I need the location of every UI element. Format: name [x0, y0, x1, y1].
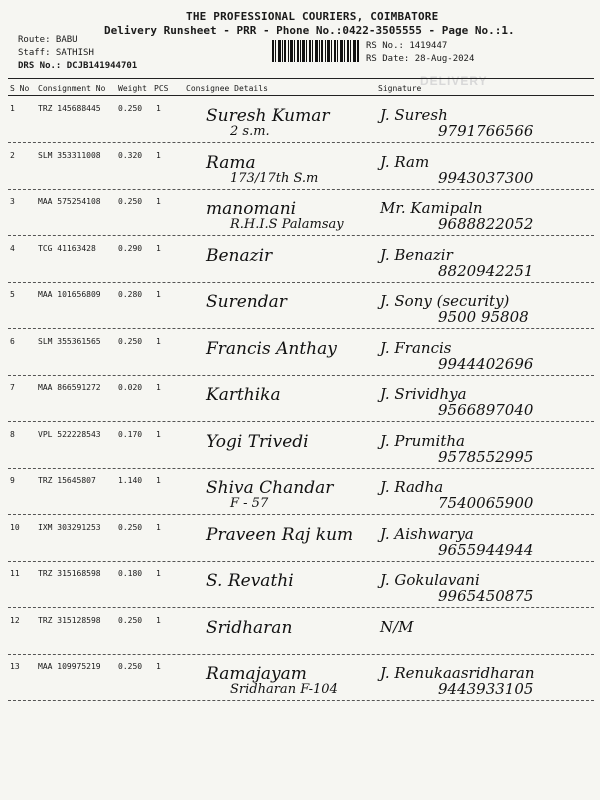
- row-consignee: Yogi Trivedi: [206, 432, 309, 452]
- row-phone: 9944402696: [438, 355, 534, 373]
- row-consignment: IXM 303291253: [38, 523, 101, 532]
- row-sno: 2: [10, 151, 15, 160]
- row-signature: J. Francis: [380, 339, 452, 357]
- row-divider: [8, 328, 594, 329]
- row-consignee-extra: 2 s.m.: [230, 124, 270, 139]
- row-sno: 4: [10, 244, 15, 253]
- row-signature: Mr. Kamipaln: [380, 199, 483, 217]
- row-consignment: TCG 41163428: [38, 244, 96, 253]
- row-sno: 9: [10, 476, 15, 485]
- row-consignee: Suresh Kumar: [206, 106, 330, 126]
- row-phone: 9791766566: [438, 122, 534, 140]
- row-signature: J. Benazir: [380, 246, 453, 264]
- row-consignee: Surendar: [206, 292, 287, 312]
- row-pcs: 1: [156, 290, 161, 299]
- row-consignee: Francis Anthay: [206, 339, 337, 359]
- row-phone: 8820942251: [438, 262, 534, 280]
- row-phone: 9500 95808: [438, 308, 529, 326]
- row-pcs: 1: [156, 662, 161, 671]
- row-signature: J. Suresh: [380, 106, 448, 124]
- row-divider: [8, 514, 594, 515]
- row-pcs: 1: [156, 151, 161, 160]
- row-consignment: VPL 522228543: [38, 430, 101, 439]
- row-phone: 9566897040: [438, 401, 534, 419]
- row-signature: J. Sony (security): [380, 292, 510, 310]
- row-sno: 5: [10, 290, 15, 299]
- row-weight: 0.250: [118, 616, 143, 625]
- row-divider: [8, 189, 594, 190]
- header-rule-top: [8, 78, 594, 79]
- row-sno: 3: [10, 197, 15, 206]
- row-divider: [8, 142, 594, 143]
- row-phone: 9943037300: [438, 169, 534, 187]
- row-weight: 1.140: [118, 476, 143, 485]
- row-sno: 10: [10, 523, 20, 532]
- row-signature: J. Gokulavani: [380, 571, 480, 589]
- watermark-text: DELIVERY: [420, 74, 488, 88]
- col-sno: S No: [10, 84, 30, 93]
- row-sno: 7: [10, 383, 15, 392]
- row-signature: J. Srividhya: [380, 385, 467, 403]
- row-sno: 8: [10, 430, 15, 439]
- row-consignee: Karthika: [206, 385, 281, 405]
- row-signature: J. Renukaasridharan: [380, 664, 535, 682]
- row-weight: 0.250: [118, 523, 143, 532]
- row-weight: 0.250: [118, 662, 143, 671]
- row-consignment: TRZ 15645807: [38, 476, 96, 485]
- row-consignment: MAA 109975219: [38, 662, 101, 671]
- row-pcs: 1: [156, 523, 161, 532]
- row-consignee: Shiva Chandar: [206, 478, 334, 498]
- row-divider: [8, 421, 594, 422]
- row-weight: 0.250: [118, 197, 143, 206]
- header-rule-bottom: [8, 95, 594, 96]
- row-sno: 6: [10, 337, 15, 346]
- row-consignee: Rama: [206, 153, 256, 173]
- row-pcs: 1: [156, 569, 161, 578]
- row-divider: [8, 235, 594, 236]
- row-consignment: SLM 353311008: [38, 151, 101, 160]
- row-consignee: S. Revathi: [206, 571, 294, 591]
- col-weight: Weight: [118, 84, 147, 93]
- col-consignee: Consignee Details: [186, 84, 268, 93]
- staff-label: Staff: SATHISH: [18, 48, 94, 58]
- row-signature: J. Prumitha: [380, 432, 465, 450]
- row-divider: [8, 282, 594, 283]
- row-divider: [8, 700, 594, 701]
- col-signature: Signature: [378, 84, 422, 93]
- row-sno: 1: [10, 104, 15, 113]
- row-phone: 9965450875: [438, 587, 534, 605]
- row-consignee-extra: Sridharan F-104: [230, 682, 338, 697]
- row-weight: 0.020: [118, 383, 143, 392]
- col-consignment: Consignment No: [38, 84, 106, 93]
- row-weight: 0.250: [118, 337, 143, 346]
- row-phone: 9578552995: [438, 448, 534, 466]
- row-weight: 0.280: [118, 290, 143, 299]
- row-divider: [8, 468, 594, 469]
- row-sno: 13: [10, 662, 20, 671]
- row-consignment: MAA 575254108: [38, 197, 101, 206]
- row-consignment: TRZ 315128598: [38, 616, 101, 625]
- row-consignee: Sridharan: [206, 618, 293, 638]
- row-divider: [8, 375, 594, 376]
- row-pcs: 1: [156, 337, 161, 346]
- row-weight: 0.180: [118, 569, 143, 578]
- rs-number: RS No.: 1419447: [366, 41, 448, 51]
- row-signature: J. Aishwarya: [380, 525, 474, 543]
- row-weight: 0.250: [118, 104, 143, 113]
- row-consignment: MAA 866591272: [38, 383, 101, 392]
- row-consignment: TRZ 315168598: [38, 569, 101, 578]
- row-pcs: 1: [156, 104, 161, 113]
- row-phone: 9655944944: [438, 541, 534, 559]
- row-phone: 7540065900: [438, 494, 534, 512]
- row-signature: J. Radha: [380, 478, 444, 496]
- row-pcs: 1: [156, 430, 161, 439]
- row-consignee-extra: F - 57: [230, 496, 269, 511]
- row-weight: 0.170: [118, 430, 143, 439]
- row-consignee: Ramajayam: [206, 664, 307, 684]
- row-sno: 12: [10, 616, 20, 625]
- row-signature: J. Ram: [380, 153, 430, 171]
- row-consignee: manomani: [206, 199, 297, 219]
- meta-right: [366, 40, 474, 66]
- row-pcs: 1: [156, 244, 161, 253]
- row-divider: [8, 654, 594, 655]
- row-pcs: 1: [156, 616, 161, 625]
- row-consignee-extra: 173/17th S.m: [230, 171, 319, 186]
- row-consignment: SLM 355361565: [38, 337, 101, 346]
- row-consignment: MAA 101656809: [38, 290, 101, 299]
- row-divider: [8, 607, 594, 608]
- row-phone: 9688822052: [438, 215, 534, 233]
- row-phone: 9443933105: [438, 680, 534, 698]
- row-pcs: 1: [156, 383, 161, 392]
- row-divider: [8, 561, 594, 562]
- col-pcs: PCS: [154, 84, 169, 93]
- company-title: THE PROFESSIONAL COURIERS, COIMBATORE: [186, 10, 439, 23]
- drs-label: DRS No.: DCJB141944701: [18, 61, 138, 71]
- meta-left: [18, 34, 137, 73]
- row-consignment: TRZ 145688445: [38, 104, 101, 113]
- route-label: Route: BABU: [18, 35, 78, 45]
- row-signature: N/M: [380, 618, 414, 636]
- row-consignee: Benazir: [206, 246, 273, 266]
- row-weight: 0.290: [118, 244, 143, 253]
- row-pcs: 1: [156, 197, 161, 206]
- row-pcs: 1: [156, 476, 161, 485]
- runsheet-subtitle: Delivery Runsheet - PRR - Phone No.:0422-3505555 - Page No.:1.: [104, 24, 515, 37]
- barcode: [272, 40, 360, 62]
- row-sno: 11: [10, 569, 20, 578]
- rs-date: RS Date: 28-Aug-2024: [366, 54, 475, 64]
- row-consignee-extra: R.H.I.S Palamsay: [230, 217, 344, 232]
- row-consignee: Praveen Raj kum: [206, 525, 354, 545]
- row-weight: 0.320: [118, 151, 143, 160]
